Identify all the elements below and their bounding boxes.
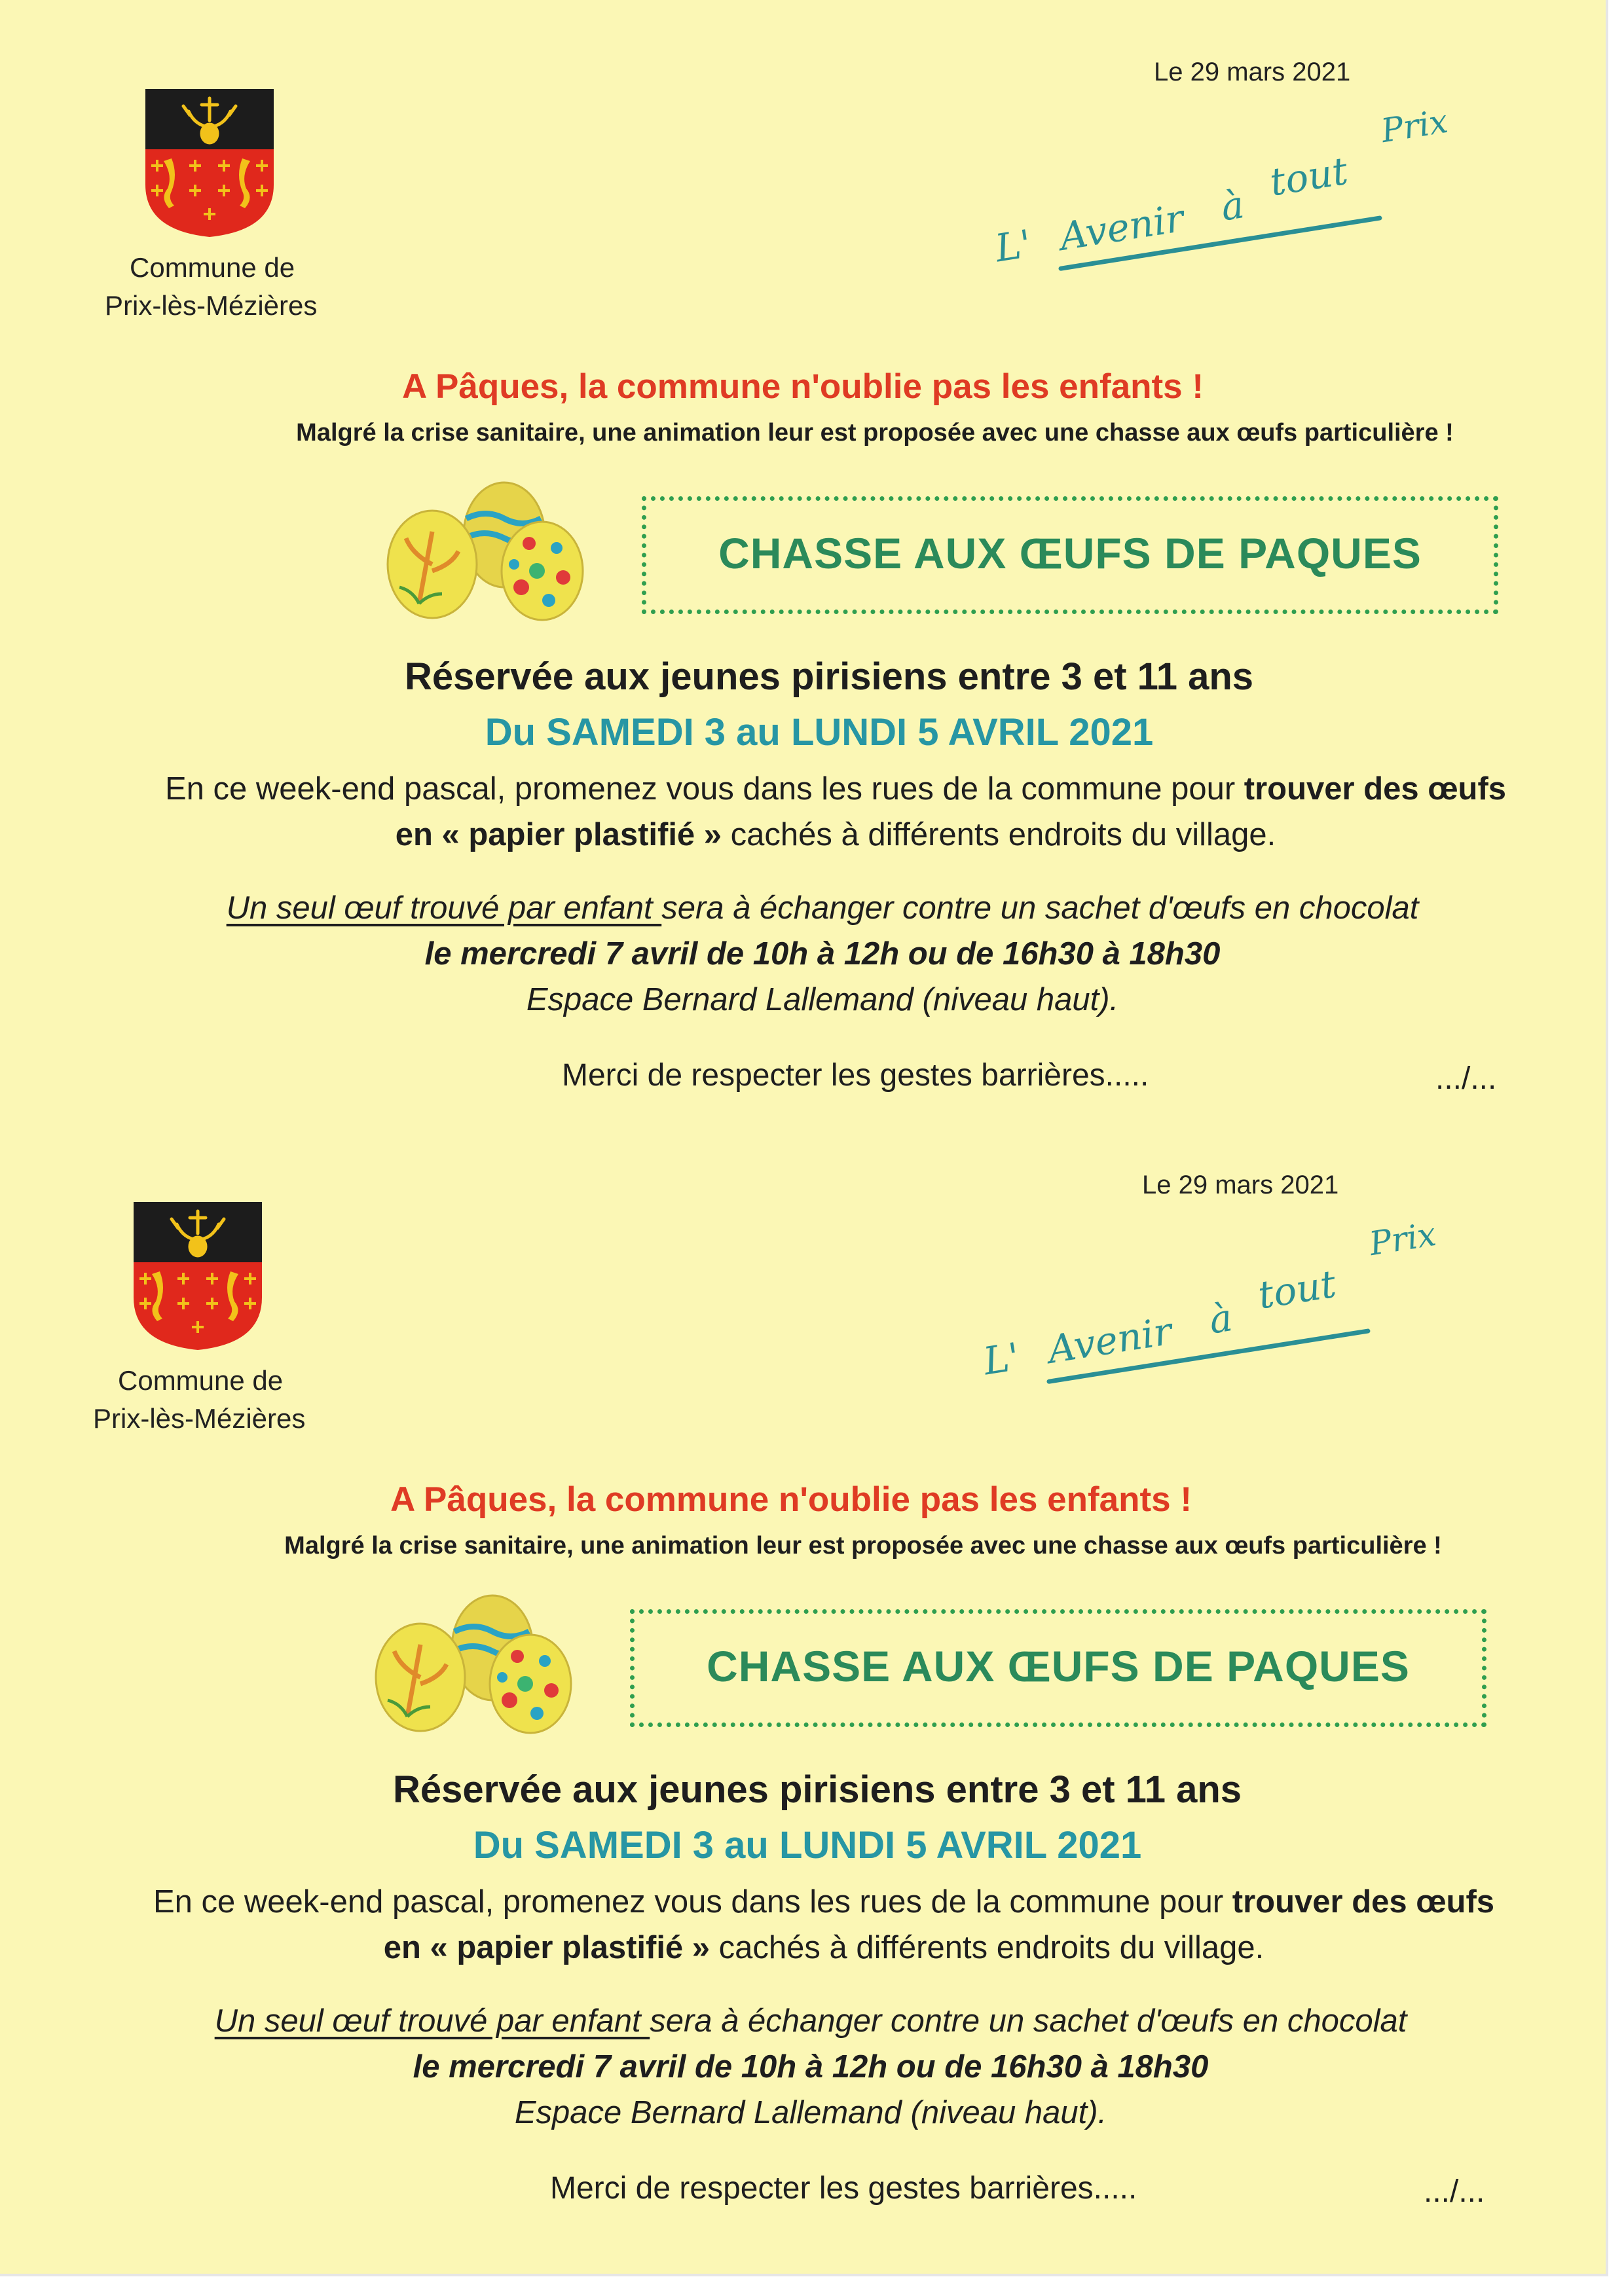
slogan-word: Avenir	[1044, 1308, 1175, 1372]
para-c: en « papier plastifié »	[383, 1930, 710, 1965]
slogan-word: Prix	[1367, 1214, 1439, 1264]
para-a: En ce week-end pascal, promenez vous dans les rues de la commune pour	[153, 1884, 1232, 1920]
para-c: en « papier plastifié »	[395, 817, 722, 852]
commune-line1: Commune de	[130, 252, 295, 283]
slogan-word: Prix	[1378, 101, 1450, 151]
exchange-when: le mercredi 7 avril de 10h à 12h ou de 16h30 à 18h30	[413, 2049, 1209, 2085]
para-b: trouver des œufs	[1244, 771, 1507, 807]
subline: Malgré la crise sanitaire, une animation leur est proposée avec une chasse aux œufs particulière !	[284, 1532, 1442, 1559]
slogan-word: Avenir	[1056, 195, 1187, 259]
slogan-word: tout	[1255, 1261, 1339, 1318]
date: Le 29 mars 2021	[1154, 58, 1351, 86]
commune-line1: Commune de	[118, 1365, 284, 1396]
para-d: cachés à différents endroits du village.	[710, 1930, 1264, 1965]
slogan	[957, 1214, 1468, 1384]
exchange-rest: sera à échanger contre un sachet d'œufs en chocolat	[661, 890, 1419, 926]
exchange-info	[0, 1998, 1594, 2136]
coat-of-arms-icon	[143, 86, 276, 240]
commune-name	[105, 249, 367, 325]
commune-line2: Prix-lès-Mézières	[105, 290, 318, 321]
reserved-line: Réservée aux jeunes pirisiens entre 3 et 11 ans	[392, 1768, 1242, 1811]
para-d: cachés à différents endroits du village.	[722, 817, 1276, 852]
event-dates: Du SAMEDI 3 au LUNDI 5 AVRIL 2021	[485, 711, 1154, 754]
commune-line2: Prix-lès-Mézières	[93, 1403, 306, 1434]
description	[0, 766, 1606, 858]
title-box	[642, 496, 1498, 614]
exchange-info	[0, 885, 1606, 1023]
date: Le 29 mars 2021	[1142, 1171, 1339, 1199]
subline: Malgré la crise sanitaire, une animation leur est proposée avec une chasse aux œufs particulière !	[296, 419, 1454, 446]
headline: A Pâques, la commune n'oublie pas les enfants !	[390, 1480, 1192, 1519]
exchange-where: Espace Bernard Lallemand (niveau haut).	[526, 982, 1119, 1017]
easter-eggs-icon	[355, 1579, 578, 1736]
box-title: CHASSE AUX ŒUFS DE PAQUES	[707, 1642, 1410, 1690]
merci-line: Merci de respecter les gestes barrières.....	[550, 2171, 1137, 2206]
exchange-underlined: Un seul œuf trouvé par enfant	[226, 890, 662, 926]
flyer-top	[0, 0, 1606, 1113]
continued-mark: .../...	[1435, 1061, 1497, 1096]
easter-eggs-icon	[367, 466, 589, 623]
slogan-word: tout	[1266, 148, 1351, 205]
description	[0, 1879, 1594, 1971]
exchange-rest: sera à échanger contre un sachet d'œufs en chocolat	[650, 2003, 1407, 2039]
slogan-word: à	[1206, 1295, 1236, 1343]
exchange-underlined: Un seul œuf trouvé par enfant	[214, 2003, 650, 2039]
para-b: trouver des œufs	[1232, 1884, 1495, 1920]
headline: A Pâques, la commune n'oublie pas les enfants !	[401, 367, 1204, 406]
exchange-where: Espace Bernard Lallemand (niveau haut).	[514, 2095, 1107, 2130]
exchange-when: le mercredi 7 avril de 10h à 12h ou de 16h30 à 18h30	[424, 936, 1221, 972]
title-box	[630, 1609, 1486, 1727]
continued-mark: .../...	[1424, 2174, 1485, 2209]
slogan-word: L'	[992, 221, 1035, 271]
flyer-bottom	[0, 1113, 1606, 2226]
slogan-word: L'	[980, 1334, 1023, 1384]
slogan	[969, 101, 1480, 271]
reserved-line: Réservée aux jeunes pirisiens entre 3 et 11 ans	[404, 655, 1254, 698]
box-title: CHASSE AUX ŒUFS DE PAQUES	[718, 529, 1422, 577]
coat-of-arms-icon	[131, 1199, 265, 1353]
event-dates: Du SAMEDI 3 au LUNDI 5 AVRIL 2021	[473, 1824, 1142, 1867]
para-a: En ce week-end pascal, promenez vous dans les rues de la commune pour	[164, 771, 1244, 807]
commune-name	[93, 1362, 355, 1438]
slogan-word: à	[1217, 182, 1247, 230]
merci-line: Merci de respecter les gestes barrières.....	[562, 1058, 1149, 1093]
